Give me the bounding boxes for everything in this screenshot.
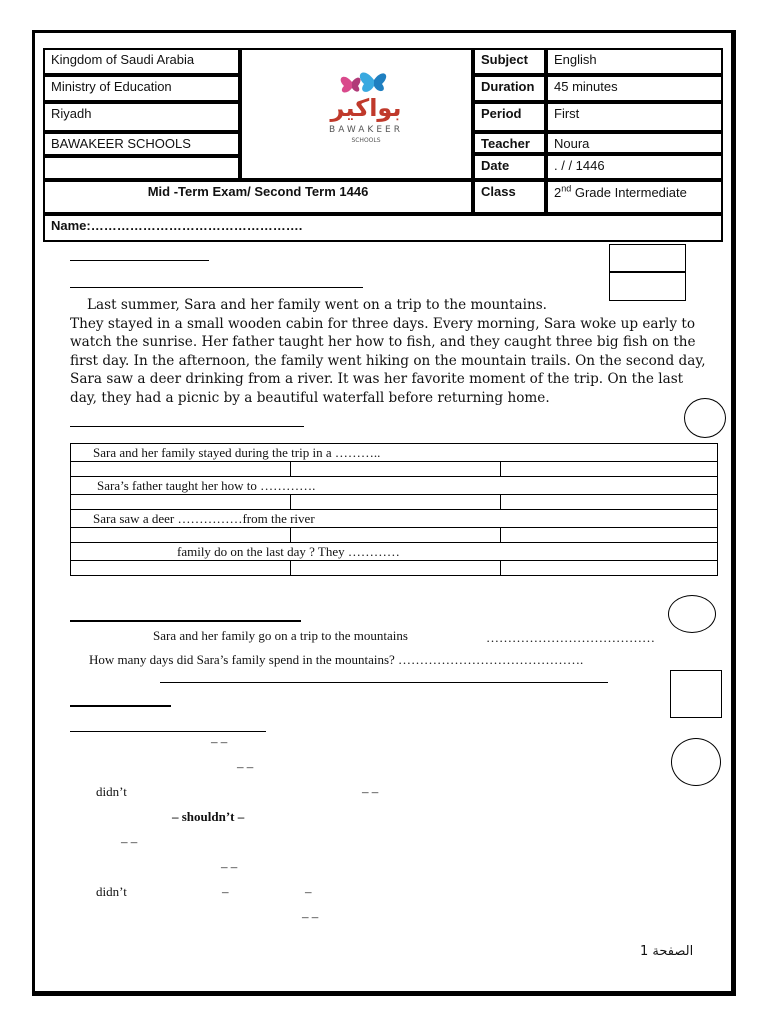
answer-cell[interactable] — [501, 462, 718, 477]
answer-cell[interactable] — [291, 561, 501, 576]
ministry-cell — [43, 75, 240, 102]
answer-cell[interactable] — [501, 528, 718, 543]
answer-cell[interactable] — [501, 561, 718, 576]
svg-text:SCHOOLS: SCHOOLS — [351, 137, 381, 144]
exam-title: Mid -Term Exam/ Second Term 1446 — [147, 184, 369, 199]
grammar-option-row-7b: – — [305, 884, 312, 899]
class-label: Class — [481, 184, 516, 199]
grammar-option-row-3: – – — [362, 784, 379, 799]
period-value: First — [554, 106, 580, 121]
grammar-option-shouldnt: – shouldn’t – — [172, 809, 245, 824]
passage-first-line: Last summer, Sara and her family went on a trip to the mountains. — [87, 297, 547, 313]
grammar-option-row-7a: – — [222, 884, 229, 899]
period-label-cell — [473, 102, 546, 132]
answer-cell[interactable] — [291, 528, 501, 543]
subject-value-cell — [546, 48, 723, 75]
question-row: Sara’s father taught her how to …………. — [71, 477, 718, 495]
question-row: Sara saw a deer ……………from the river — [71, 510, 718, 528]
class-value-cell — [546, 180, 723, 214]
answer-cell[interactable] — [71, 561, 291, 576]
country-cell — [43, 48, 240, 75]
answer-cell[interactable] — [291, 495, 501, 510]
grammar-word-didnt: didn’t — [96, 784, 127, 799]
duration-value: 45 minutes — [554, 79, 618, 94]
subject-label-cell — [473, 48, 546, 75]
passage-body: They stayed in a small wooden cabin for three days. Every morning, Sara woke up early to watch the sunrise. Her father taught her how to fish, and they caught three big fish on the first day. In the afternoon, the family went hiking on the mountain trails. On the second day, Sara saw a deer drinking from a river. It was her favorite moment of the trip. On the last day, they had a picnic by a beautiful waterfall before returning home. — [70, 315, 706, 406]
grammar-word-didnt-2: didn’t — [96, 884, 127, 899]
period-label: Period — [481, 106, 522, 121]
duration-label-cell — [473, 75, 546, 102]
answer-cell[interactable] — [71, 528, 291, 543]
school-text: BAWAKEER SCHOOLS — [51, 136, 191, 151]
subject-value: English — [554, 52, 597, 67]
country-text: Kingdom of Saudi Arabia — [51, 52, 195, 67]
grammar-option-row-1: – – — [211, 734, 228, 749]
student-name-field: Name:…………………………………………. — [51, 218, 303, 233]
svg-text:BAWAKEER: BAWAKEER — [329, 125, 403, 135]
duration-label: Duration — [481, 79, 535, 94]
period-value-cell — [546, 102, 723, 132]
duration-value-cell — [546, 75, 723, 102]
school-logo — [308, 64, 424, 150]
answer-cell[interactable] — [71, 462, 291, 477]
page-number: الصفحة 1 — [640, 944, 694, 959]
grammar-instruction-line — [70, 731, 266, 732]
score-circle-3 — [671, 738, 721, 786]
score-circle-2 — [668, 595, 716, 633]
subject-label: Subject — [481, 52, 528, 67]
grammar-option-row-6: – – — [221, 859, 238, 874]
teacher-value: Noura — [554, 136, 590, 151]
student-name-cell — [43, 214, 723, 242]
date-value: . / / 1446 — [554, 158, 605, 173]
grammar-option-row-5: – – — [121, 834, 138, 849]
class-value: 2nd Grade Intermediate — [554, 184, 687, 201]
city-cell — [43, 102, 240, 132]
exam-title-cell — [43, 180, 473, 214]
questions-heading-line — [70, 426, 304, 427]
reading-passage — [70, 296, 710, 408]
date-value-cell — [546, 154, 723, 180]
city-text: Riyadh — [51, 106, 92, 121]
question-row: Sara and her family stayed during the trip in a ……….. — [71, 444, 718, 462]
question-how-many-days: How many days did Sara’s family spend in the mountains? ……………………………………. — [89, 652, 584, 667]
svg-text:بواكير: بواكير — [330, 94, 402, 122]
section2-heading-line — [70, 620, 301, 622]
class-label-cell — [473, 180, 546, 214]
answer-cell[interactable] — [291, 462, 501, 477]
question-true-false: Sara and her family go on a trip to the mountains — [153, 628, 408, 643]
teacher-label: Teacher — [481, 136, 530, 151]
butterfly-icon — [308, 64, 424, 150]
score-circle-1 — [684, 398, 726, 438]
ministry-text: Ministry of Education — [51, 79, 172, 94]
section3-heading-line — [70, 705, 171, 707]
answer-cell[interactable] — [71, 495, 291, 510]
section-heading-line — [70, 260, 209, 261]
score-box-3 — [670, 670, 722, 718]
answer-blank-1[interactable]: ………………………………… — [486, 630, 655, 645]
answer-line[interactable] — [160, 682, 608, 683]
blank-cell — [43, 156, 240, 180]
school-cell — [43, 132, 240, 156]
questions-table — [70, 443, 718, 576]
question-row: family do on the last day ? They ………… — [71, 543, 718, 561]
answer-cell[interactable] — [501, 495, 718, 510]
instruction-line — [70, 287, 363, 288]
teacher-label-cell — [473, 132, 546, 154]
grammar-option-row-8: – – — [302, 909, 319, 924]
teacher-value-cell — [546, 132, 723, 154]
score-box-top — [609, 244, 686, 272]
grammar-option-row-2: – – — [237, 759, 254, 774]
date-label: Date — [481, 158, 510, 173]
date-label-cell — [473, 154, 546, 180]
